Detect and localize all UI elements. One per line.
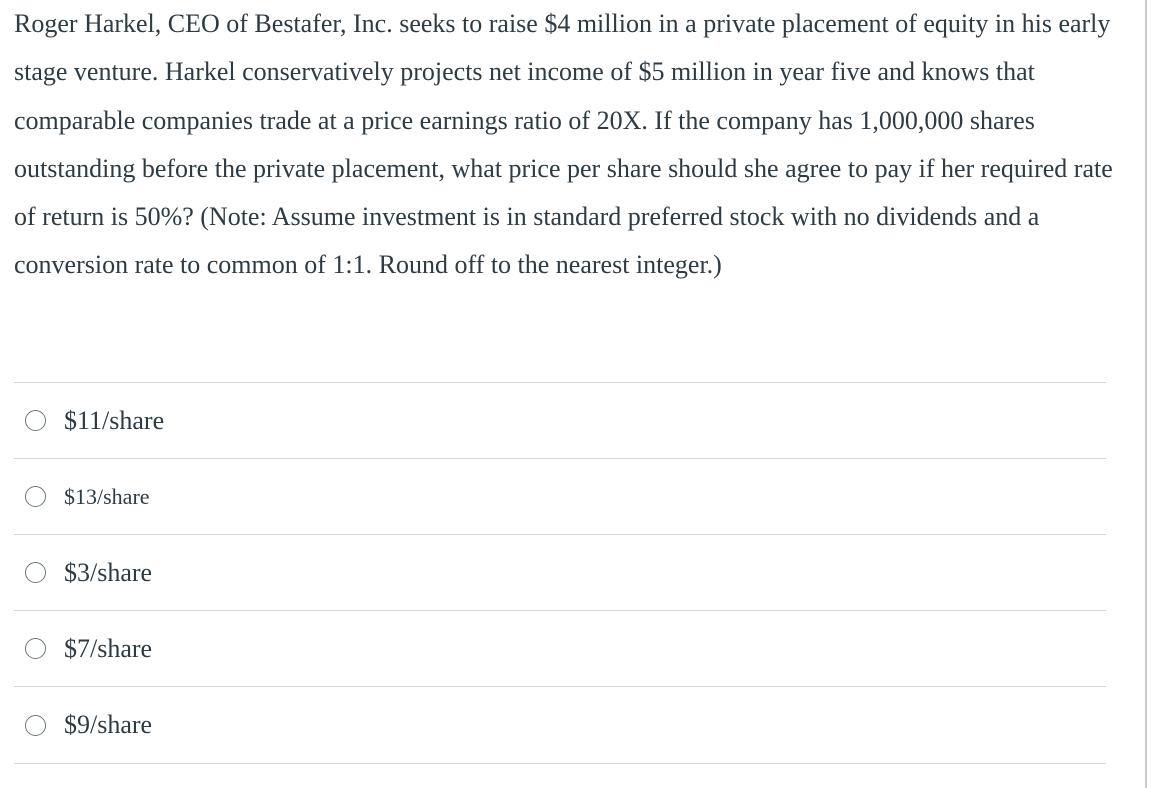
answer-label: $13/share xyxy=(64,483,150,509)
answer-option[interactable] xyxy=(14,383,1106,459)
radio-button[interactable] xyxy=(25,486,46,507)
answer-label: $7/share xyxy=(64,633,153,663)
answer-label: $11/share xyxy=(64,405,165,435)
answer-label: $3/share xyxy=(64,557,153,587)
answer-option[interactable] xyxy=(14,459,1106,535)
answer-list xyxy=(14,382,1106,764)
answer-option[interactable] xyxy=(14,611,1106,687)
content-right-border xyxy=(1145,0,1147,788)
answer-option[interactable] xyxy=(14,687,1106,764)
radio-button[interactable] xyxy=(25,562,46,583)
radio-button[interactable] xyxy=(25,638,46,659)
question-text: Roger Harkel, CEO of Bestafer, Inc. seeks to raise $4 million in a private placement of equity in his early stage venture. Harkel conservatively projects net income of $5 million in year five and knows that comparable companies trade at a price earnings ratio of 20X. If the company has 1,000,000 shares outstanding before the private placement, what price per share should she agree to pay if her required rate of return is 50%? (Note: Assume investment is in standard preferred stock with no dividends and a conversion rate to common of 1:1. Round off to the nearest integer.) xyxy=(14,9,1113,280)
answer-label: $9/share xyxy=(64,710,153,739)
radio-button[interactable] xyxy=(25,410,46,431)
radio-button[interactable] xyxy=(25,715,46,736)
answer-option[interactable] xyxy=(14,535,1106,611)
